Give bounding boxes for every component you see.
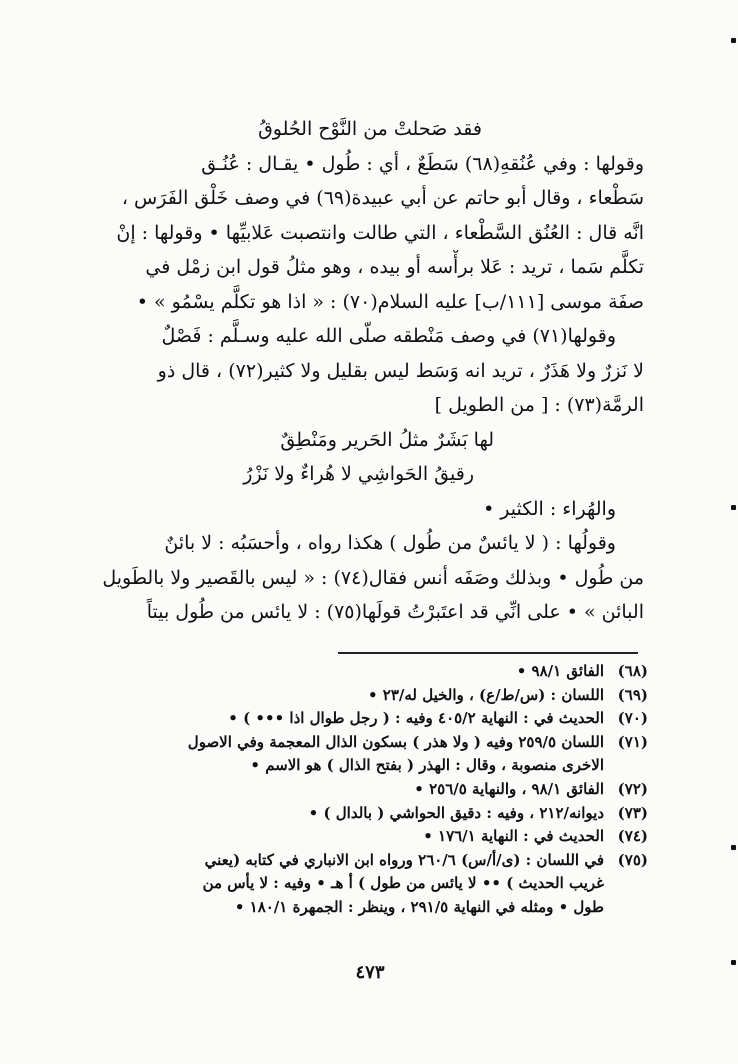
footnote-continuation: الاخرى منصوبة ، وقال : الهذر ( بفتح الذال ) هو الاسم • — [250, 756, 604, 775]
footnote-text: في اللسان : (ى/أ/س) ٢٦٠/٦ ورواه ابن الانباري في كتابه (يعني — [204, 850, 604, 869]
text-line: البائن » • على انِّي قد اعتَبرْتُ قولَها(٧٥) : لا يائس من طُول بيتاً — [146, 601, 644, 623]
gloss-line: والهُراء : الكثير • — [483, 497, 616, 520]
text-line: وقولُها : ( لا يائسٌ من طُول ) هكذا رواه ، وأحسَبُه : لا بائنٌ — [164, 532, 616, 554]
text-line: وقولها(٧١) في وصف مَنْطقه صلّى الله عليه وسـلَّم : فَصْلٌ — [161, 325, 616, 347]
footnote — [96, 802, 648, 826]
text-line: انَّه قال : العُنُق السَّطْعاء ، التي طالت وانتصبت عَلابيِّها • وقولها : إنْ — [116, 221, 644, 244]
footnote-continuation: طول • ومثله في النهاية ٢٩١/٥ ، وينظر : الجمهرة ١٨٠/١ • — [234, 897, 604, 916]
footnote-text: الحديث في : النهاية ٤٠٥/٢ وفيه : ( رجل طوال اذا ••• ) • — [228, 709, 604, 728]
footnote-number: (٧٤) — [617, 827, 648, 846]
text-line: الرمَّة(٧٣) : [ من الطويل ] — [434, 394, 644, 416]
text-line: تكلَّم سَما ، تريد : عَلا برأْسه أو بيده ، وهو مثلُ قول ابن زمْل في — [145, 256, 644, 278]
footnote — [96, 731, 648, 755]
footnote — [96, 825, 648, 849]
footnote-number: (٦٩) — [617, 685, 648, 704]
footnote — [96, 849, 648, 873]
text-line: من طُول • وبذلك وصَفَه أنس فقال(٧٤) : « ليس بالقَصير ولا بالطَويل — [102, 566, 644, 589]
page-number: ٤٧٣ — [355, 962, 385, 983]
footnote — [96, 778, 648, 802]
scan-speck — [731, 38, 736, 43]
text-line: لا نَزرٌ ولا هَذَرٌ ، تريد انه وَسَط ليس بقليل ولا كثير(٧٢) ، قال ذو — [157, 359, 644, 382]
footnote-text: الفائق ٩٨/١ ، والنهاية ٢٥٦/٥ • — [414, 779, 604, 798]
main-text — [96, 112, 644, 630]
footnote-number: (٧١) — [617, 732, 648, 751]
footnote — [96, 707, 648, 731]
footnote-text: اللسان ٢٥٩/٥ وفيه ( ولا هذر ) بسكون الذال المعجمة وفي الاصول — [187, 732, 604, 751]
footnote-text: الفائق ٩٨/١ • — [516, 662, 604, 680]
text-line: وقولها : وفي عُنُقهِ(٦٨) سَطَعٌ ، أي : طُول • يقـال : عُنُـق — [201, 152, 644, 175]
text-line: سَطْعاء ، وقال أبو حاتم عن أبي عبيدة(٦٩) في وصف خَلْق الفَرَس ، — [121, 187, 644, 209]
footnote-number: (٧٥) — [617, 850, 648, 869]
footnote-text: الحديث في : النهاية ١٧٦/١ • — [423, 827, 604, 846]
footnote-separator — [338, 652, 638, 654]
verse-line-2: رقيقُ الحَواشِي لا هُراءٌ ولا نَزْرُ — [243, 463, 474, 485]
scan-speck — [731, 505, 736, 510]
footnote-continuation: غريب الحديث ) •• لا يائس من طول ) أ هـ • وفيه : لا يأس من — [202, 874, 604, 893]
footnote — [96, 660, 648, 684]
scan-speck — [731, 960, 736, 965]
footnote-number: (٧٠) — [617, 709, 648, 728]
scan-speck — [731, 845, 736, 850]
footnote-number: (٧٣) — [617, 803, 648, 822]
footnote-text: ديوانه/٢١٢ ، وفيه : دقيق الحواشي ( بالدال ) • — [308, 803, 604, 822]
footnote-number: (٧٢) — [617, 779, 648, 798]
footnote-text: اللسان : (س/ط/ع) ، والخيل له/٢٣ • — [367, 685, 604, 704]
opening-verse: فقد صَحلتْ من النَّوْح الحُلوقُ — [258, 118, 482, 140]
footnote — [96, 684, 648, 708]
verse-line-1: لها بَشَرٌ مثلُ الحَرير ومَنْطِقٌ — [280, 428, 494, 451]
footnote-number: (٦٨) — [617, 662, 648, 680]
footnotes — [96, 660, 648, 920]
text-line: صفَة موسى [١١١/ب] عليه السلام(٧٠) : « اذا هو تكلَّم يسْمُو » • — [136, 290, 644, 313]
